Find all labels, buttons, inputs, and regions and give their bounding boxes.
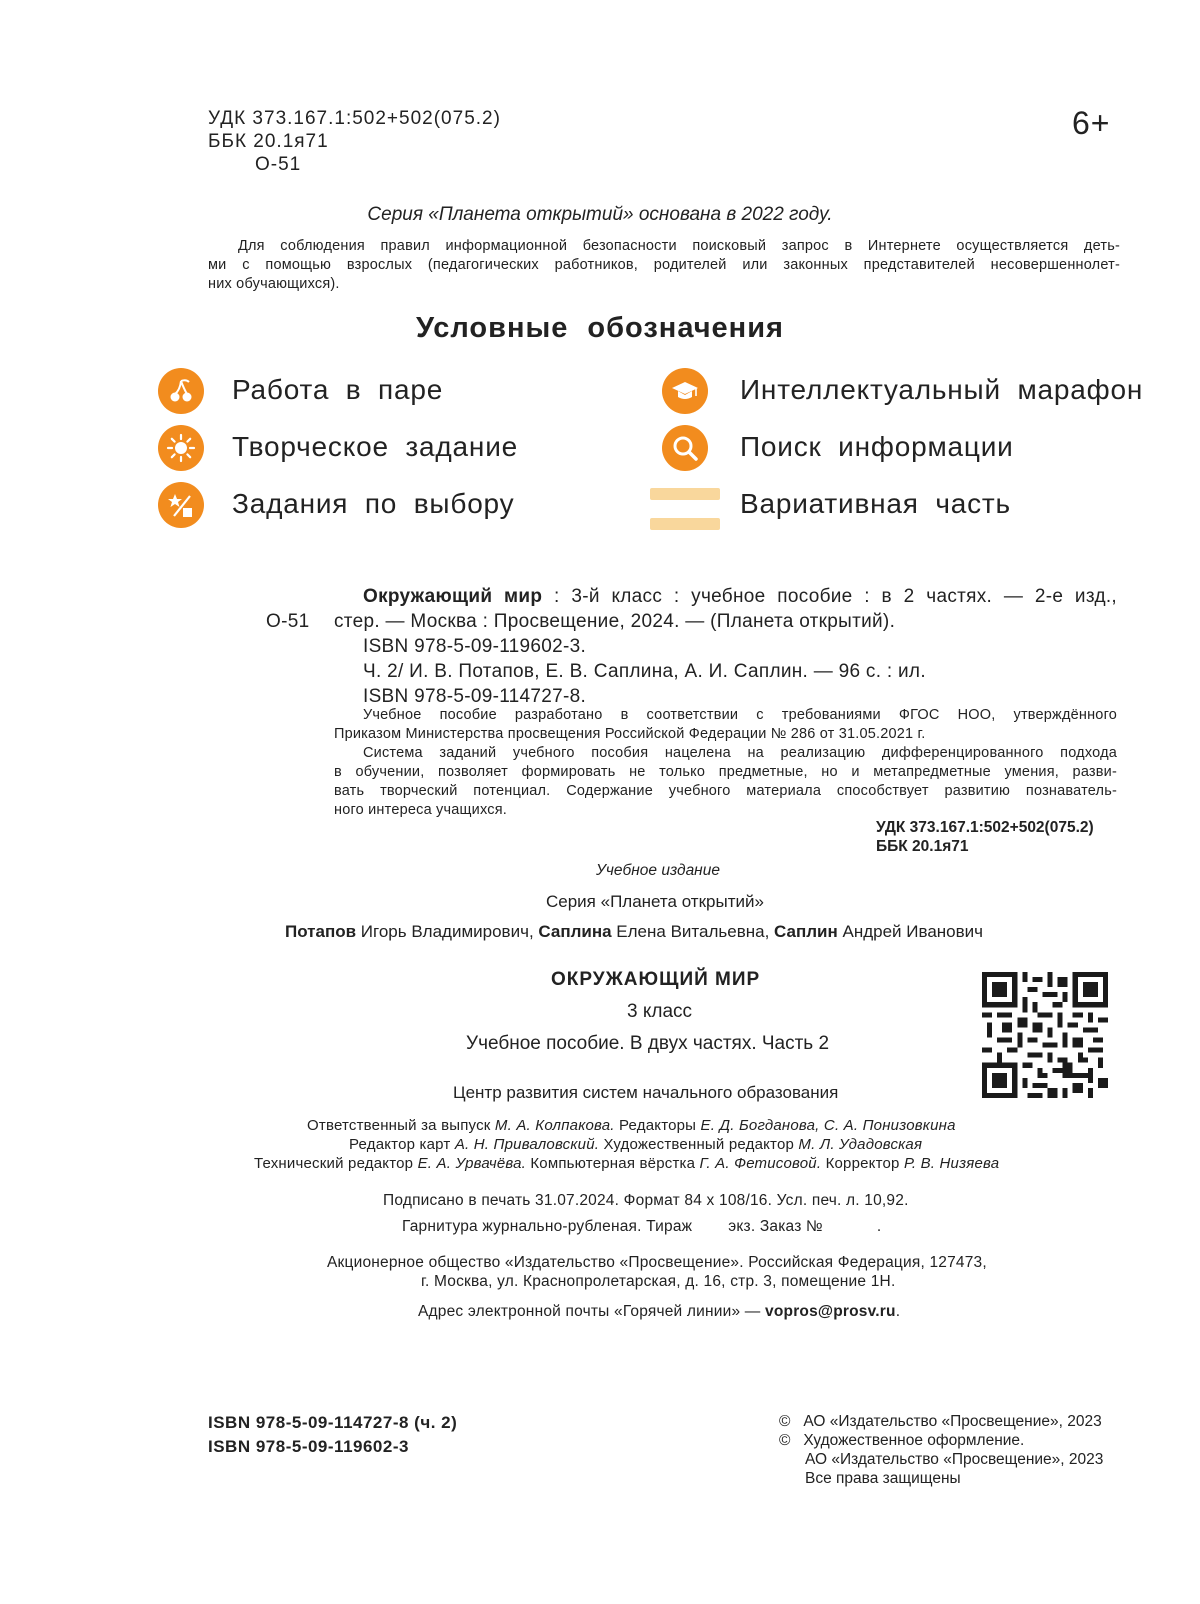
edition-type: Учебное издание [596, 862, 720, 879]
annotation-line: Учебное пособие разработано в соответствии с требованиями ФГОС НОО, утверждённого [363, 707, 1117, 723]
hotline [418, 1302, 900, 1321]
annotation-line: ного интереса учащихся. [334, 802, 507, 818]
header-bbk: ББК 20.1я71 [208, 131, 329, 152]
credits-line-1 [307, 1116, 956, 1135]
annotation-line: вать творческий потенциал. Содержание учебного материала способствует развитию познаватель- [334, 783, 1117, 799]
stripe-bottom [650, 518, 720, 530]
copyright-line-2 [779, 1431, 1103, 1450]
annotation-line: Приказом Министерства просвещения Российской Федерации № 286 от 31.05.2021 г. [334, 726, 926, 742]
biblio-title: Окружающий мир [363, 586, 543, 607]
credit-person: Е. А. Урвачёва. [417, 1155, 526, 1172]
legend-label-pair: Работа в паре [232, 374, 444, 405]
credit-person: М. Л. Удадовская [798, 1136, 923, 1153]
notice-line: них обучающихся). [208, 276, 340, 292]
stripes-icon [650, 488, 720, 530]
legend-label-marathon: Интеллектуальный марафон [740, 374, 1144, 405]
biblio-line-1-rest: : 3-й класс : учебное пособие : в 2 частях. — 2-е изд., [542, 586, 1117, 607]
copyright-line-1 [779, 1412, 1103, 1431]
legend-label-variative: Вариативная часть [740, 488, 1011, 519]
header-code: О-51 [255, 154, 302, 175]
edition-authors [285, 922, 983, 942]
author-surname: Саплин [774, 922, 838, 941]
edition-title: ОКРУЖАЮЩИЙ МИР [551, 969, 761, 990]
credit-text: Корректор [821, 1155, 904, 1172]
age-rating: 6+ [1072, 105, 1111, 141]
legend-label-search: Поиск информации [740, 431, 1014, 462]
credit-text: Технический редактор [254, 1155, 418, 1172]
biblio-code: О-51 [266, 611, 310, 632]
legend-label-choice: Задания по выбору [232, 488, 515, 519]
stripe-top [650, 488, 720, 500]
notice-line: ми с помощью взрослых (педагогических работников, родителей или законных представителей несовершеннолет- [208, 257, 1120, 273]
graduation-cap-icon [662, 368, 708, 414]
edition-subtitle: Учебное пособие. В двух частях. Часть 2 [466, 1033, 830, 1054]
credits-line-2 [349, 1135, 922, 1154]
internet-notice [208, 237, 1120, 294]
hotline-email[interactable]: vopros@prosv.ru [765, 1303, 896, 1320]
sun-icon [158, 425, 204, 471]
edition-center: Центр развития систем начального образования [453, 1083, 839, 1102]
publisher-line-1: Акционерное общество «Издательство «Просвещение». Российская Федерация, 127473, [327, 1254, 987, 1271]
biblio-line-5: ISBN 978-5-09-114727-8. [363, 686, 587, 707]
credit-person: А. Н. Приваловский. [454, 1136, 600, 1153]
biblio-bbk: ББК 20.1я71 [876, 838, 969, 855]
copyright-text: АО «Издательство «Просвещение», 2023 [803, 1413, 1102, 1430]
edition-grade: 3 класс [627, 1001, 693, 1022]
author-surname: Саплина [538, 922, 612, 941]
author-surname: Потапов [285, 922, 357, 941]
biblio-line-1 [334, 584, 1117, 609]
series-note: Серия «Планета открытий» основана в 2022 году. [367, 204, 833, 225]
hotline-suffix: . [895, 1303, 901, 1320]
credit-text: Компьютерная вёрстка [525, 1155, 700, 1172]
credit-person: Е. Д. Богданова, С. А. Понизовкина [700, 1117, 956, 1134]
header-udk: УДК 373.167.1:502+502(075.2) [208, 108, 501, 129]
biblio-block [334, 584, 1117, 709]
biblio-line-2: стер. — Москва : Просвещение, 2024. — (Планета открытий). [334, 611, 896, 632]
credit-person: Р. В. Низяева [903, 1155, 1000, 1172]
footer-isbn-1: ISBN 978-5-09-114727-8 (ч. 2) [208, 1413, 458, 1432]
edition-series: Серия «Планета открытий» [546, 892, 764, 911]
copyright-symbol: © [779, 1413, 791, 1430]
author-name: Игорь Владимирович, [356, 922, 539, 941]
copyright-text: Художественное оформление. [803, 1432, 1025, 1449]
cherries-icon [158, 368, 204, 414]
legend-title: Условные обозначения [416, 312, 784, 344]
qr-code [982, 972, 1108, 1098]
author-name: Елена Витальевна, [611, 922, 775, 941]
copyright-symbol: © [779, 1432, 791, 1449]
copyright-block [779, 1412, 1103, 1488]
publisher-line-2: г. Москва, ул. Краснопролетарская, д. 16, стр. 3, помещение 1Н. [421, 1273, 896, 1290]
choice-icon [158, 482, 204, 528]
copyright-line-4: Все права защищены [805, 1470, 961, 1487]
legend-label-creative: Творческое задание [232, 431, 519, 462]
author-name: Андрей Иванович [837, 922, 984, 941]
credit-text: Редакторы [614, 1117, 701, 1134]
copyright-line-3: АО «Издательство «Просвещение», 2023 [805, 1451, 1104, 1468]
print-line-2: Гарнитура журнально-рубленая. Тираж экз. Заказ № . [402, 1218, 882, 1235]
biblio-line-4: Ч. 2/ И. В. Потапов, Е. В. Саплина, А. И. Саплин. — 96 с. : ил. [363, 661, 926, 682]
credit-person: Г. А. Фетисовой. [699, 1155, 822, 1172]
credit-person: М. А. Колпакова. [494, 1117, 615, 1134]
credit-text: Ответственный за выпуск [307, 1117, 495, 1134]
biblio-annotation [334, 706, 1117, 820]
footer-isbn-2: ISBN 978-5-09-119602-3 [208, 1437, 409, 1456]
credits-line-3 [254, 1154, 999, 1173]
hotline-label: Адрес электронной почты «Горячей линии» — [418, 1303, 766, 1320]
credit-text: Художественный редактор [599, 1136, 799, 1153]
biblio-udk: УДК 373.167.1:502+502(075.2) [876, 819, 1094, 836]
magnifier-icon [662, 425, 708, 471]
annotation-line: Система заданий учебного пособия нацелена на реализацию дифференцированного подхода [363, 745, 1117, 761]
print-line-1: Подписано в печать 31.07.2024. Формат 84 x 108/16. Усл. печ. л. 10,92. [383, 1192, 909, 1209]
notice-line: Для соблюдения правил информационной безопасности поисковый запрос в Интернете осуществляется деть- [238, 238, 1120, 254]
credit-text: Редактор карт [349, 1136, 455, 1153]
biblio-line-3: ISBN 978-5-09-119602-3. [363, 636, 587, 657]
annotation-line: в обучении, позволяет формировать не только предметные, но и метапредметные умения, разви- [334, 764, 1117, 780]
